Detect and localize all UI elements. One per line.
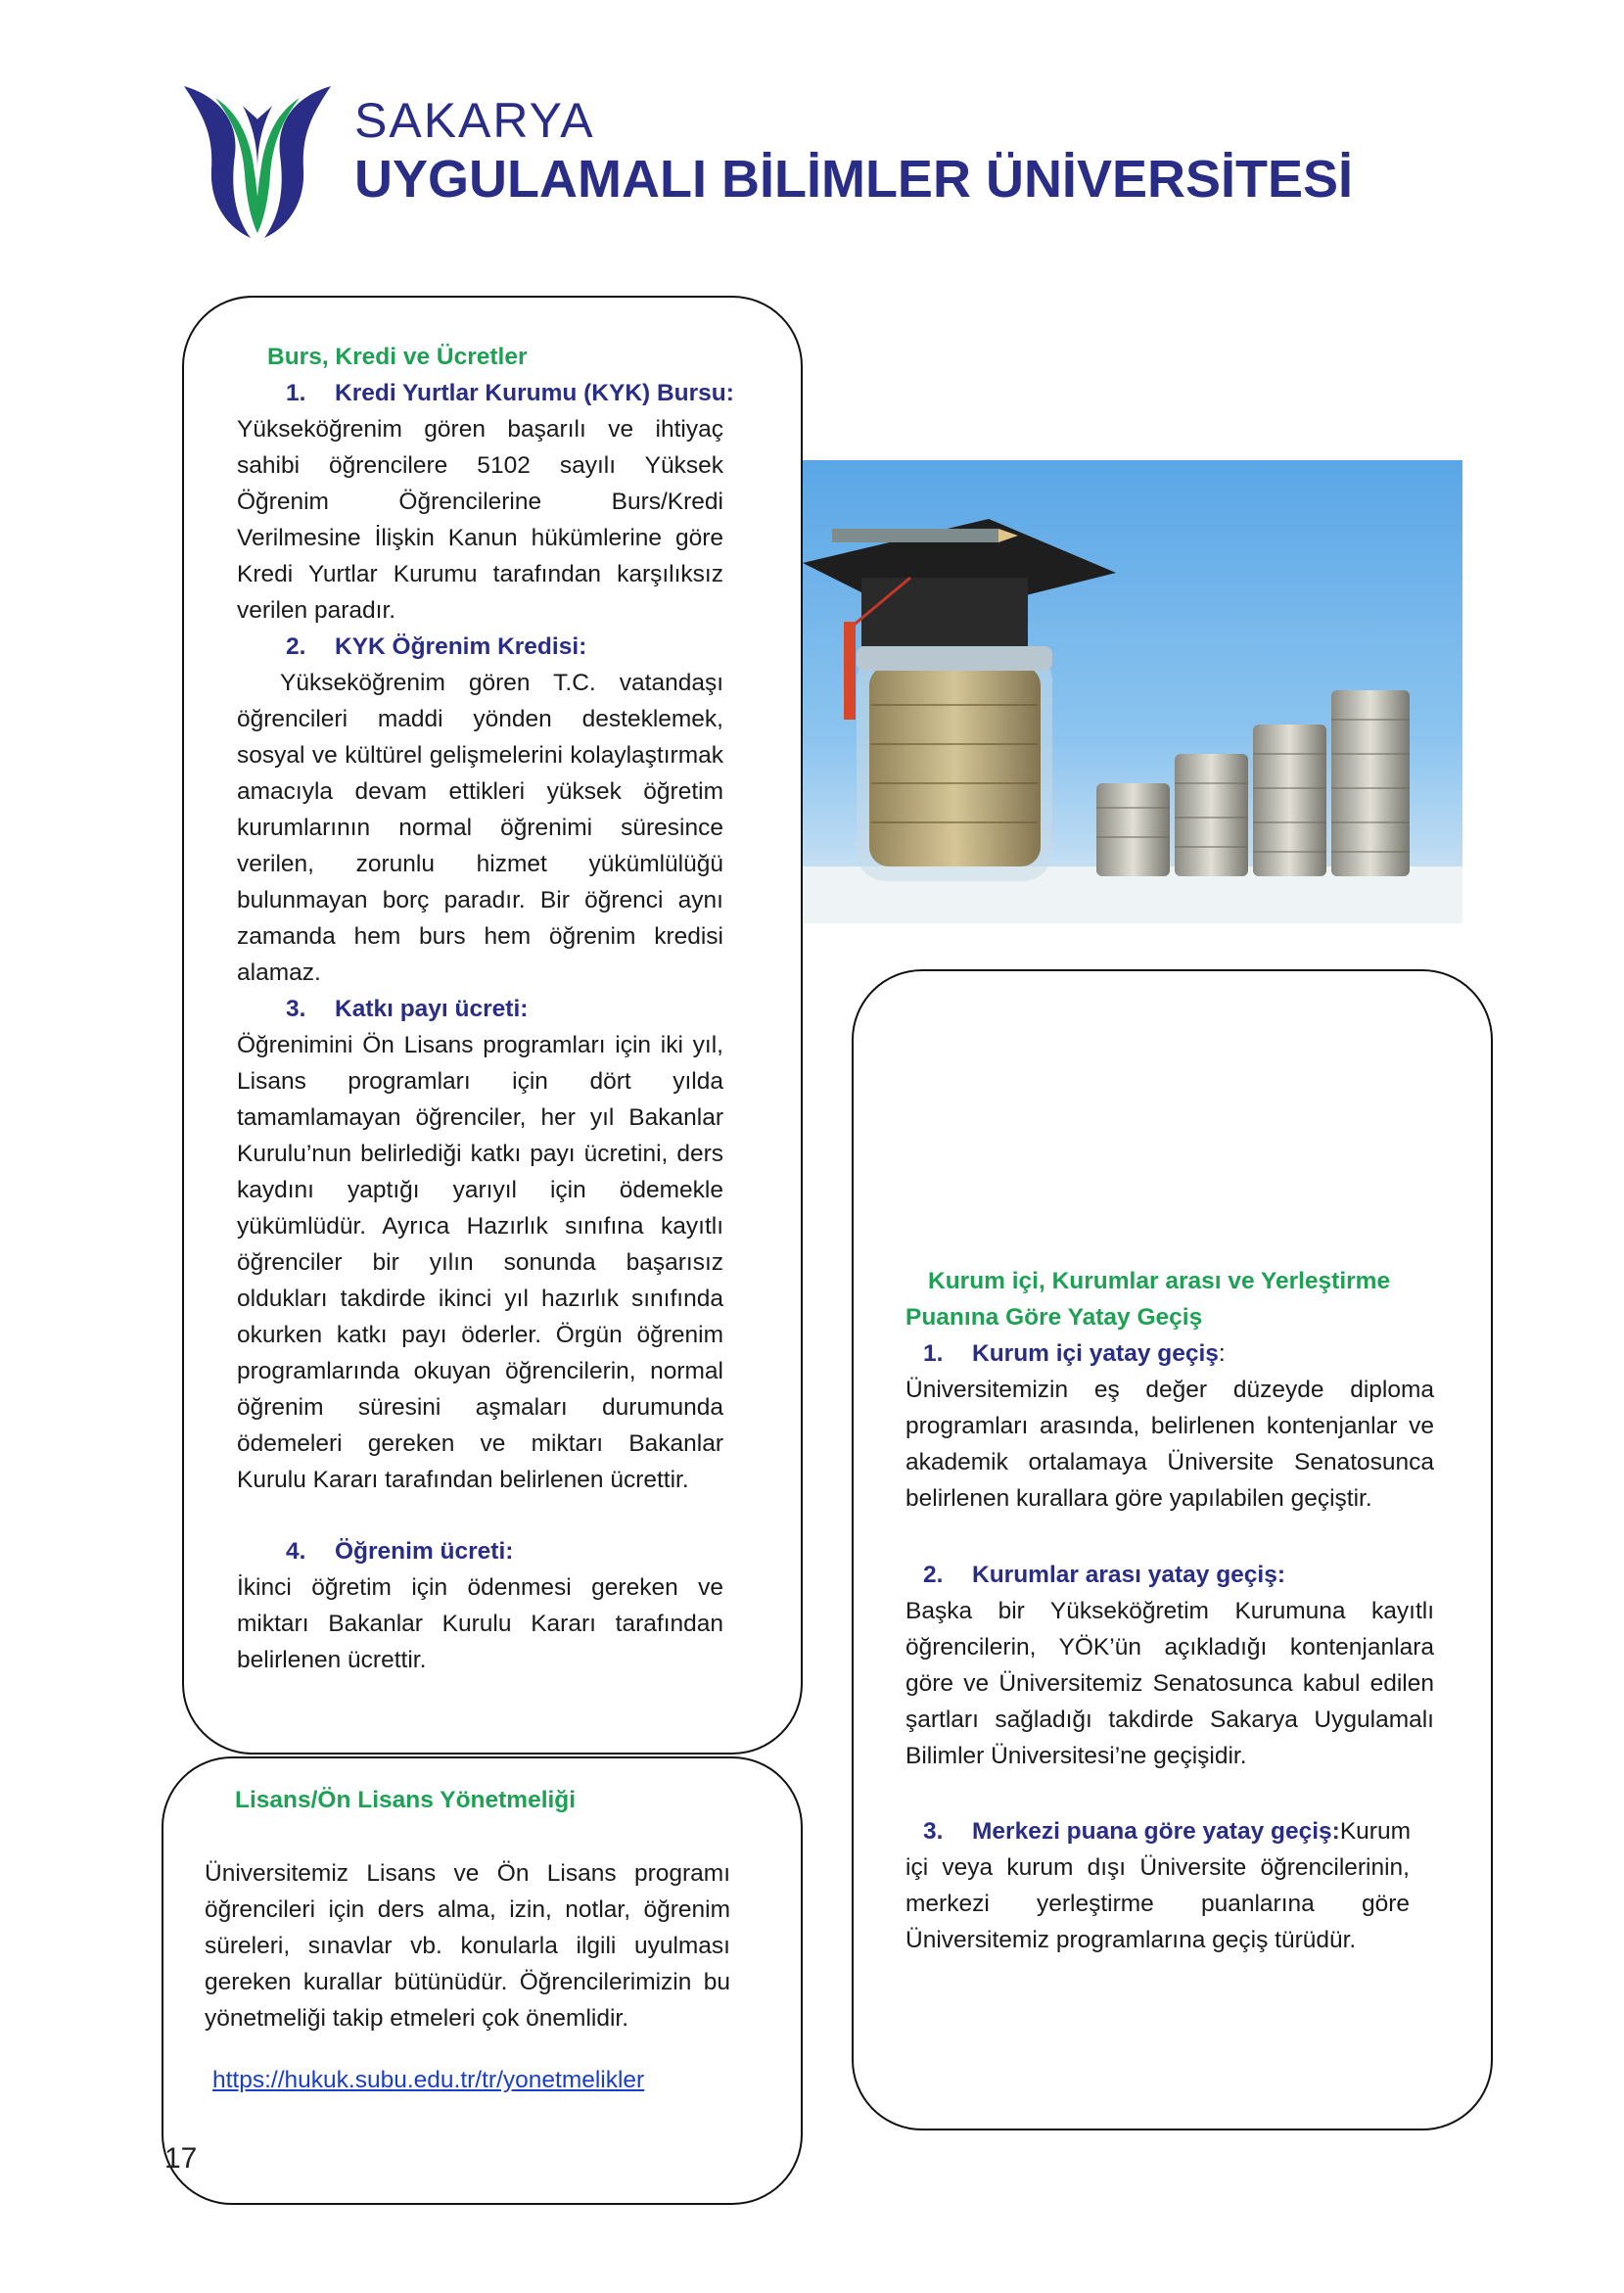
yatay-item-3-text: içi veya kurum dışı Üniversite öğrencilerinin, merkezi yerleştirme puanlarına göre Üniversitemiz programlarına geçiş türüdür. <box>905 1854 1410 1953</box>
yatay-item-2-text: Başka bir Yükseköğretim Kurumuna kayıtlı öğrencilerin, YÖK’ün açıkladığı kontenjanlara göre ve Üniversitemiz Senatosunca kabul edilen şartları sağladığı takdirde Sakarya Uygulamalı Bilimler Üniversitesi’ne geçişidir. <box>905 1598 1434 1769</box>
burs-item-3-title: 3. Katkı payı ücreti: <box>286 996 529 1022</box>
burs-item-2-title: 2. KYK Öğrenim Kredisi: <box>286 633 587 660</box>
lisans-text: Üniversitemiz Lisans ve Ön Lisans programı öğrencileri için ders alma, izin, notlar, öğrenim süreleri, sınavlar vb. konularla ilgili uyulması gereken kurallar bütünüdür. Öğrencilerimizin bu yönetmeliği takip etmeleri çok önemlidir. <box>205 1860 730 2032</box>
yatay-heading-line1: Kurum içi, Kurumlar arası ve Yerleştirme <box>928 1268 1391 1294</box>
burs-item-1-title: 1. Kredi Yurtlar Kurumu (KYK) Bursu: <box>286 380 734 406</box>
yatay-item-2-title: 2. Kurumlar arası yatay geçiş: <box>923 1562 1286 1588</box>
burs-item-4-text: İkinci öğretim için ödenmesi gereken ve miktarı Bakanlar Kurulu Kararı tarafından belirlenen ücrettir. <box>237 1574 723 1673</box>
yatay-item-3-title: 3. Merkezi puana göre yatay geçiş: Kurum <box>923 1818 1411 1845</box>
university-name-line2: UYGULAMALI BİLİMLER ÜNİVERSİTESİ <box>354 150 1354 209</box>
university-logo-icon <box>174 76 341 245</box>
yatay-item-1-title: 1. Kurum içi yatay geçiş : <box>923 1340 1226 1367</box>
yatay-heading-line2: Puanına Göre Yatay Geçiş <box>905 1304 1203 1331</box>
burs-item-3-text: Öğrenimini Ön Lisans programları için iki yıl, Lisans programları için dört yılda tamamlamayan öğrenciler, her yıl Bakanlar Kurulu’nun belirlediği katkı payı ücretini, ders kaydını yaptığı yarıyıl için ödemekle yükümlüdür. Ayrıca Hazırlık sınıfına kayıtlı öğrenciler bir yılın sonunda başarısız oldukları takdirde ikinci yıl hazırlık sınıfında okurken katkı payı öderler. Örgün öğrenim programlarında okuyan öğrencilerin, normal öğrenim süresini aşmaları durumunda ödemeleri gereken ve miktarı Bakanlar Kurulu Kararı tarafından belirlenen ücrettir. <box>237 1032 723 1493</box>
graduation-cap-coins-image <box>803 460 1462 923</box>
burs-item-1-text: Yükseköğrenim gören başarılı ve ihtiyaç sahibi öğrencilere 5102 sayılı Yüksek Öğrenim Öğrencilerine Burs/Kredi Verilmesine İlişkin Kanun hükümlerine göre Kredi Yurtlar Kurumu tarafından karşılıksız verilen paradır. <box>237 416 723 624</box>
yonetmelik-link[interactable]: https://hukuk.subu.edu.tr/tr/yonetmelikler <box>212 2067 645 2093</box>
burs-item-4-title: 4. Öğrenim ücreti: <box>286 1538 514 1565</box>
yatay-item-1-text: Üniversitemizin eş değer düzeyde diploma programları arasında, belirlenen kontenjanlar ve akademik ortalamaya Üniversite Senatosunca belirlenen kurallara göre yapılabilen geçiştir. <box>905 1377 1434 1512</box>
lisans-heading: Lisans/Ön Lisans Yönetmeliği <box>235 1787 577 1813</box>
burs-heading: Burs, Kredi ve Ücretler <box>267 344 528 370</box>
burs-item-2-text: Yükseköğrenim gören T.C. vatandaşı öğrencileri maddi yönden desteklemek, sosyal ve kültürel gelişmelerini kolaylaştırmak amacıyla devam ettikleri yüksek öğretim kurumlarının normal öğrenimi süresince verilen, zorunlu hizmet yükümlülüğü bulunmayan borç paradır. Bir öğrenci aynı zamanda hem burs hem öğrenim kredisi alamaz. <box>237 670 723 986</box>
page-number: 17 <box>164 2142 198 2175</box>
university-name-line1: SAKARYA <box>354 93 595 148</box>
